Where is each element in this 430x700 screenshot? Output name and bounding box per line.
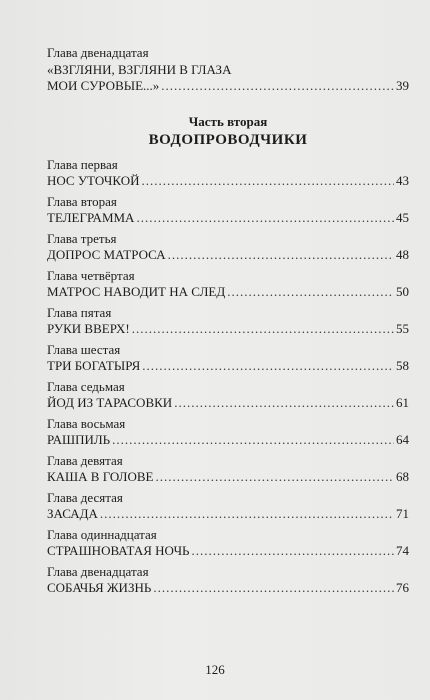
dot-leader (132, 321, 394, 337)
dot-leader (142, 358, 394, 374)
toc-entry (47, 453, 409, 485)
dot-leader (153, 580, 394, 596)
page-number: 76 (396, 580, 409, 595)
chapter-title-line (47, 173, 409, 189)
chapter-title-line (47, 395, 409, 411)
chapter-title-line (47, 543, 409, 559)
chapter-title: КАША В ГОЛОВЕ (47, 469, 154, 484)
chapter-title-line (47, 432, 409, 448)
chapter-title: РАШПИЛЬ (47, 432, 111, 447)
toc-entry (47, 157, 409, 189)
chapter-title-line (47, 469, 409, 485)
dot-leader (192, 543, 394, 559)
toc-entry (47, 194, 409, 226)
toc-entry (47, 379, 409, 411)
part-title: ВОДОПРОВОДЧИКИ (148, 132, 308, 148)
chapter-title-line (47, 247, 409, 263)
chapter-label: Глава вторая (47, 194, 117, 209)
dot-leader (168, 247, 394, 263)
dot-leader (136, 210, 394, 226)
chapter-title-line (47, 210, 409, 226)
toc-entries (47, 157, 409, 596)
toc-entry (47, 342, 409, 374)
chapter-title: ЗАСАДА (47, 506, 98, 521)
chapter-label: Глава седьмая (47, 379, 125, 394)
chapter-title-line (47, 506, 409, 522)
page-number: 50 (396, 284, 409, 299)
dot-leader (100, 506, 394, 522)
chapter-label: Глава двенадцатая (47, 564, 149, 579)
chapter-title: СОБАЧЬЯ ЖИЗНЬ (47, 580, 152, 595)
chapter-label: Глава четвёртая (47, 268, 135, 283)
chapter-label: Глава шестая (47, 342, 121, 357)
chapter-title-line (47, 358, 409, 374)
dot-leader (141, 173, 394, 189)
dot-leader (155, 469, 394, 485)
toc-entry (47, 490, 409, 522)
chapter-title-line (47, 321, 409, 337)
chapter-title: СТРАШНОВАТАЯ НОЧЬ (47, 543, 190, 558)
page-number: 39 (396, 78, 409, 93)
chapter-label: Глава пятая (47, 305, 112, 320)
folio-page-number: 126 (205, 662, 225, 677)
page-number: 68 (396, 469, 409, 484)
chapter-title: НОС УТОЧКОЙ (47, 173, 140, 188)
table-of-contents (47, 45, 409, 601)
toc-entry (47, 231, 409, 263)
page-number: 45 (396, 210, 409, 225)
chapter-title-line (47, 78, 409, 94)
chapter-title-continuation: МОИ СУРОВЫЕ...» (47, 78, 160, 93)
dot-leader (161, 78, 394, 94)
part-heading (47, 113, 409, 150)
toc-entry (47, 305, 409, 337)
chapter-title: МАТРОС НАВОДИТ НА СЛЕД (47, 284, 226, 299)
page-number: 74 (396, 543, 409, 558)
page-number: 58 (396, 358, 409, 373)
dot-leader (227, 284, 394, 300)
part-label: Часть вторая (188, 114, 268, 129)
chapter-title-line (47, 580, 409, 596)
chapter-title: ТЕЛЕГРАММА (47, 210, 135, 225)
page-number: 61 (396, 395, 409, 410)
toc-entry (47, 416, 409, 448)
toc-entry (47, 527, 409, 559)
dot-leader (174, 395, 394, 411)
page-number: 43 (396, 173, 409, 188)
chapter-title: ТРИ БОГАТЫРЯ (47, 358, 141, 373)
chapter-label: Глава третья (47, 231, 117, 246)
chapter-label: Глава одиннадцатая (47, 527, 157, 542)
toc-entry (47, 564, 409, 596)
dot-leader (112, 432, 394, 448)
toc-entry (47, 268, 409, 300)
chapter-label: Глава десятая (47, 490, 123, 505)
chapter-label: Глава двенадцатая (47, 45, 149, 60)
page-number: 48 (396, 247, 409, 262)
chapter-label: Глава восьмая (47, 416, 126, 431)
page-number: 64 (396, 432, 409, 447)
chapter-title: ДОПРОС МАТРОСА (47, 247, 166, 262)
toc-entry (47, 45, 409, 94)
chapter-title: ЙОД ИЗ ТАРАСОВКИ (47, 395, 173, 410)
page-number: 71 (396, 506, 409, 521)
page-number: 55 (396, 321, 409, 336)
chapter-title-line (47, 284, 409, 300)
chapter-label: Глава девятая (47, 453, 123, 468)
chapter-label: Глава первая (47, 157, 118, 172)
chapter-title: «ВЗГЛЯНИ, ВЗГЛЯНИ В ГЛАЗА (47, 62, 232, 77)
chapter-title: РУКИ ВВЕРХ! (47, 321, 130, 336)
